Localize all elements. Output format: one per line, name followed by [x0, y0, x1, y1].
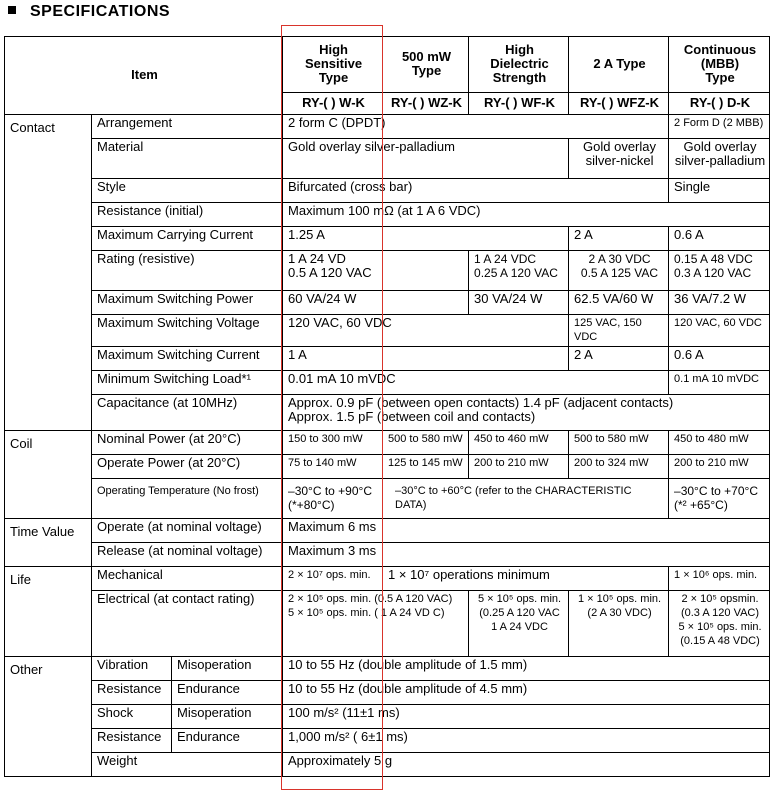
- header-col-2a: 2 A Type: [569, 37, 669, 93]
- group-time-value: Time Value: [5, 519, 92, 567]
- cell-value: Gold overlay silver-palladium: [283, 139, 569, 179]
- cell-value: 100 m/s² (11±1 ms): [283, 705, 770, 729]
- row-label: Maximum Switching Current: [92, 347, 283, 371]
- row-sublabel: Misoperation: [172, 657, 283, 681]
- row-sublabel: Endurance: [172, 729, 283, 753]
- cell-value: Maximum 100 mΩ (at 1 A 6 VDC): [283, 203, 770, 227]
- cell-value: 120 VAC, 60 VDC: [669, 315, 770, 347]
- row-sublabel: Endurance: [172, 681, 283, 705]
- cell-value: 10 to 55 Hz (double amplitude of 1.5 mm): [283, 657, 770, 681]
- cell-value: Approx. 0.9 pF (between open contacts) 1.4 pF (adjacent contacts) Approx. 1.5 pF (between coil and contacts): [283, 395, 770, 431]
- row-label: Operate Power (at 20°C): [92, 455, 283, 479]
- cell-value: 2 × 10⁵ ops. min. (0.5 A 120 VAC) 5 × 10⁵ ops. min. ( 1 A 24 VD C): [283, 591, 469, 657]
- row-label: Resistance: [92, 729, 172, 753]
- cell-value: Approximately 5 g: [283, 753, 770, 777]
- row-label: Resistance (initial): [92, 203, 283, 227]
- cell-value: 500 to 580 mW: [569, 431, 669, 455]
- row-label: Material: [92, 139, 283, 179]
- cell-value: 1 A: [283, 347, 569, 371]
- row-label: Operating Temperature (No frost): [92, 479, 283, 519]
- cell-value: 30 VA/24 W: [469, 291, 569, 315]
- header-col-continuous: Continuous (MBB) Type: [669, 37, 770, 93]
- cell-value: 1 A 24 VD 0.5 A 120 VAC: [283, 251, 469, 291]
- cell-value: 500 to 580 mW: [383, 431, 469, 455]
- group-contact: Contact: [5, 115, 92, 431]
- row-label: Minimum Switching Load*¹: [92, 371, 283, 395]
- cell-value: 1.25 A: [283, 227, 569, 251]
- row-label: Maximum Switching Voltage: [92, 315, 283, 347]
- row-label: Nominal Power (at 20°C): [92, 431, 283, 455]
- row-label: Electrical (at contact rating): [92, 591, 283, 657]
- page-title: SPECIFICATIONS: [8, 3, 170, 21]
- row-label: Resistance: [92, 681, 172, 705]
- cell-value: 0.01 mA 10 mVDC: [283, 371, 669, 395]
- cell-value: Maximum 3 ms: [283, 543, 770, 567]
- cell-value: 2 × 10⁵ opsmin. (0.3 A 120 VAC) 5 × 10⁵ ops. min. (0.15 A 48 VDC): [669, 591, 770, 657]
- row-label: Maximum Carrying Current: [92, 227, 283, 251]
- model-number: RY-( ) WF-K: [469, 93, 569, 115]
- cell-value: 125 VAC, 150 VDC: [569, 315, 669, 347]
- cell-value: Gold overlay silver-nickel: [569, 139, 669, 179]
- cell-value: Maximum 6 ms: [283, 519, 770, 543]
- row-label: Maximum Switching Power: [92, 291, 283, 315]
- cell-value: 450 to 480 mW: [669, 431, 770, 455]
- row-label: Style: [92, 179, 283, 203]
- header-col-high-dielectric: High Dielectric Strength: [469, 37, 569, 93]
- cell-value: Gold overlay silver-palladium: [669, 139, 770, 179]
- cell-value: 1 A 24 VDC 0.25 A 120 VAC: [469, 251, 569, 291]
- cell-value: 62.5 VA/60 W: [569, 291, 669, 315]
- row-label: Shock: [92, 705, 172, 729]
- header-col-500mw: 500 mW Type: [383, 37, 469, 93]
- row-label: Rating (resistive): [92, 251, 283, 291]
- cell-value: 1,000 m/s² ( 6±1 ms): [283, 729, 770, 753]
- cell-value: 75 to 140 mW: [283, 455, 383, 479]
- cell-value: 2 form C (DPDT): [283, 115, 669, 139]
- cell-value: 36 VA/7.2 W: [669, 291, 770, 315]
- row-label: Arrangement: [92, 115, 283, 139]
- cell-value: 1 × 10⁵ ops. min. (2 A 30 VDC): [569, 591, 669, 657]
- cell-value: 200 to 210 mW: [469, 455, 569, 479]
- model-number: RY-( ) W-K: [283, 93, 383, 115]
- row-label: Release (at nominal voltage): [92, 543, 283, 567]
- square-bullet-icon: [8, 6, 16, 14]
- cell-value: 1 × 10⁷ operations minimum: [383, 567, 669, 591]
- cell-value: 2 A: [569, 227, 669, 251]
- cell-value: Single: [669, 179, 770, 203]
- cell-value: 1 × 10⁶ ops. min.: [669, 567, 770, 591]
- cell-value: –30°C to +70°C (*² +65°C): [669, 479, 770, 519]
- header-item: Item: [5, 37, 283, 115]
- specifications-table: [4, 36, 770, 777]
- header-col-high-sensitive: High Sensitive Type: [283, 37, 383, 93]
- cell-value: 2 × 10⁷ ops. min.: [283, 567, 383, 591]
- model-number: RY-( ) WZ-K: [383, 93, 469, 115]
- cell-value: 120 VAC, 60 VDC: [283, 315, 569, 347]
- cell-value: 0.1 mA 10 mVDC: [669, 371, 770, 395]
- cell-value: 10 to 55 Hz (double amplitude of 4.5 mm): [283, 681, 770, 705]
- cell-value: –30°C to +90°C (*+80°C): [283, 479, 383, 519]
- cell-value: Bifurcated (cross bar): [283, 179, 669, 203]
- cell-value: 5 × 10⁵ ops. min. (0.25 A 120 VAC 1 A 24 VDC: [469, 591, 569, 657]
- cell-value: –30°C to +60°C (refer to the CHARACTERISTIC DATA): [383, 479, 669, 519]
- cell-value: 2 Form D (2 MBB): [669, 115, 770, 139]
- row-label: Capacitance (at 10MHz): [92, 395, 283, 431]
- row-label: Weight: [92, 753, 283, 777]
- cell-value: 450 to 460 mW: [469, 431, 569, 455]
- group-other: Other: [5, 657, 92, 777]
- cell-value: 0.6 A: [669, 347, 770, 371]
- model-number: RY-( ) WFZ-K: [569, 93, 669, 115]
- cell-value: 125 to 145 mW: [383, 455, 469, 479]
- cell-value: 0.15 A 48 VDC 0.3 A 120 VAC: [669, 251, 770, 291]
- cell-value: 2 A 30 VDC 0.5 A 125 VAC: [569, 251, 669, 291]
- cell-value: 200 to 210 mW: [669, 455, 770, 479]
- cell-value: 0.6 A: [669, 227, 770, 251]
- cell-value: 60 VA/24 W: [283, 291, 469, 315]
- model-number: RY-( ) D-K: [669, 93, 770, 115]
- cell-value: 2 A: [569, 347, 669, 371]
- group-life: Life: [5, 567, 92, 657]
- row-label: Mechanical: [92, 567, 283, 591]
- row-label: Vibration: [92, 657, 172, 681]
- cell-value: 200 to 324 mW: [569, 455, 669, 479]
- row-sublabel: Misoperation: [172, 705, 283, 729]
- cell-value: 150 to 300 mW: [283, 431, 383, 455]
- group-coil: Coil: [5, 431, 92, 519]
- row-label: Operate (at nominal voltage): [92, 519, 283, 543]
